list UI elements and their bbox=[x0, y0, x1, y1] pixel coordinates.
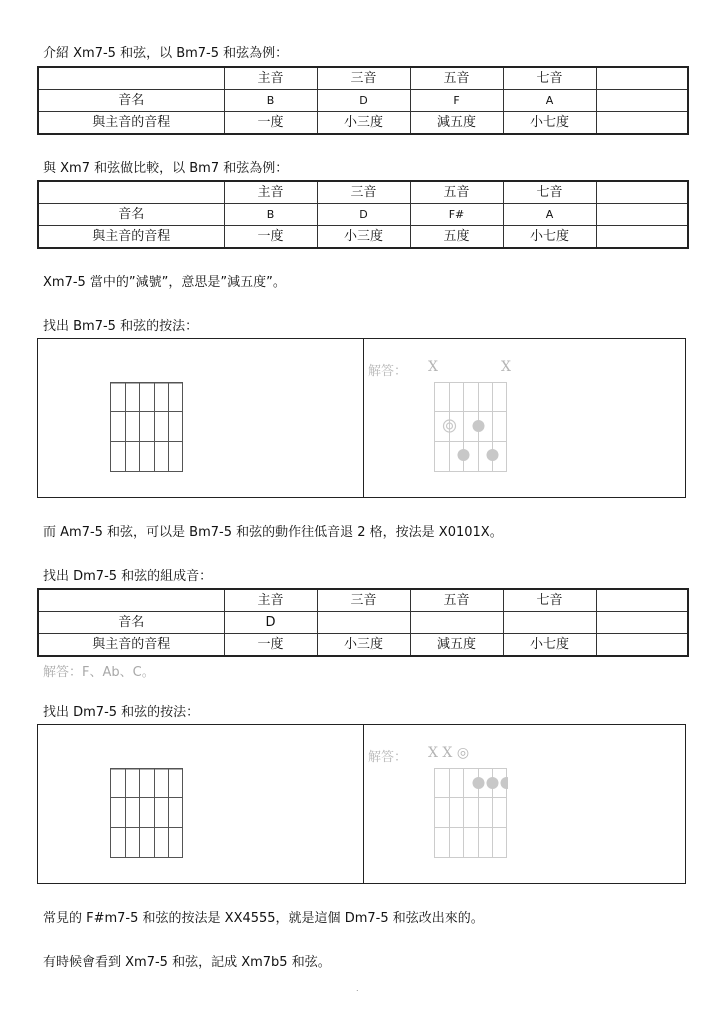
table-cell: B bbox=[224, 90, 317, 112]
table-cell bbox=[596, 634, 688, 657]
answer-label: 解答： bbox=[368, 364, 408, 379]
table-row bbox=[38, 634, 688, 657]
table-cell: 三音 bbox=[317, 67, 410, 90]
table-cell bbox=[596, 226, 688, 249]
table-cell: 一度 bbox=[224, 226, 317, 249]
finger-dot bbox=[473, 777, 485, 789]
blank-chord-grid bbox=[110, 768, 184, 858]
bm7-interval-table bbox=[37, 180, 689, 249]
table-row bbox=[38, 612, 688, 634]
table-cell bbox=[596, 112, 688, 135]
chart-divider bbox=[363, 339, 364, 497]
table-cell: 一度 bbox=[224, 112, 317, 135]
table-header-row bbox=[38, 67, 688, 90]
dm7-5-answer: 解答：F、Ab、C。 bbox=[43, 665, 155, 680]
f-sharp-m7-5-note: 常見的 F#m7-5 和弦的按法是 XX4555，就是這個 Dm7-5 和弦改出來的。 bbox=[43, 911, 484, 926]
section4-heading: 找出 Dm7-5 和弦的組成音： bbox=[43, 569, 213, 584]
table-header-row bbox=[38, 181, 688, 204]
bm7-5-interval-table bbox=[37, 66, 689, 135]
table-cell: 與主音的音程 bbox=[38, 226, 224, 249]
dm7-5-chord-box bbox=[37, 724, 686, 884]
table-cell: 音名 bbox=[38, 204, 224, 226]
muted-string-mark: X bbox=[501, 359, 511, 375]
table-cell bbox=[596, 181, 688, 204]
table-cell: 主音 bbox=[224, 67, 317, 90]
finger-dot bbox=[458, 449, 470, 461]
table-cell bbox=[596, 204, 688, 226]
table-cell: 減五度 bbox=[410, 112, 503, 135]
table-cell: 與主音的音程 bbox=[38, 112, 224, 135]
table-row bbox=[38, 112, 688, 135]
table-cell: F# bbox=[410, 204, 503, 226]
table-cell: 五音 bbox=[410, 181, 503, 204]
finger-dot bbox=[487, 777, 499, 789]
table-cell bbox=[38, 181, 224, 204]
table-cell: B bbox=[224, 204, 317, 226]
table-cell: 小七度 bbox=[503, 112, 596, 135]
table-cell: 主音 bbox=[224, 181, 317, 204]
table-cell: D bbox=[224, 612, 317, 634]
dm7-5-answer-grid bbox=[434, 768, 508, 858]
finger-dot bbox=[473, 420, 485, 432]
string-marks: X X ◎ bbox=[428, 745, 470, 761]
blank-chord-grid bbox=[110, 382, 184, 472]
finger-dot bbox=[487, 449, 499, 461]
table-cell: F bbox=[410, 90, 503, 112]
table-cell: 減五度 bbox=[410, 634, 503, 657]
answer-label: 解答： bbox=[368, 750, 408, 765]
table-cell bbox=[596, 612, 688, 634]
table-cell: 與主音的音程 bbox=[38, 634, 224, 657]
table-cell: 主音 bbox=[224, 589, 317, 612]
table-cell: A bbox=[503, 204, 596, 226]
table-cell bbox=[596, 67, 688, 90]
table-cell bbox=[38, 67, 224, 90]
chart-divider bbox=[363, 725, 364, 883]
section2-heading: 與 Xm7 和弦做比較，以 Bm7 和弦為例： bbox=[43, 161, 289, 176]
section1-heading: 介紹 Xm7-5 和弦，以 Bm7-5 和弦為例： bbox=[43, 46, 289, 61]
section5-heading: 找出 Dm7-5 和弦的按法： bbox=[43, 705, 200, 720]
table-cell bbox=[503, 612, 596, 634]
dm7-5-interval-table bbox=[37, 588, 689, 657]
table-cell bbox=[38, 589, 224, 612]
table-header-row bbox=[38, 589, 688, 612]
table-cell: 七音 bbox=[503, 589, 596, 612]
table-cell bbox=[317, 612, 410, 634]
table-cell: 小七度 bbox=[503, 226, 596, 249]
table-cell: 七音 bbox=[503, 181, 596, 204]
table-cell: 五音 bbox=[410, 589, 503, 612]
table-cell bbox=[596, 90, 688, 112]
table-cell bbox=[596, 589, 688, 612]
table-cell: 一度 bbox=[224, 634, 317, 657]
table-cell: 小三度 bbox=[317, 634, 410, 657]
table-cell: 音名 bbox=[38, 612, 224, 634]
bm7-5-answer-grid bbox=[434, 382, 508, 472]
table-row bbox=[38, 204, 688, 226]
table-cell: 小七度 bbox=[503, 634, 596, 657]
footer-mark: . bbox=[356, 984, 359, 993]
table-row bbox=[38, 226, 688, 249]
section3-heading: 找出 Bm7-5 和弦的按法： bbox=[43, 319, 199, 334]
table-cell: 小三度 bbox=[317, 112, 410, 135]
table-cell: 五音 bbox=[410, 67, 503, 90]
table-cell bbox=[410, 612, 503, 634]
table-cell: 五度 bbox=[410, 226, 503, 249]
finger-dot bbox=[501, 777, 509, 789]
table-cell: 音名 bbox=[38, 90, 224, 112]
table-cell: 三音 bbox=[317, 589, 410, 612]
am7-5-note: 而 Am7-5 和弦，可以是 Bm7-5 和弦的動作往低音退 2 格，按法是 X0101X。 bbox=[43, 525, 503, 540]
m7b5-notation-note: 有時候會看到 Xm7-5 和弦，記成 Xm7b5 和弦。 bbox=[43, 955, 331, 970]
table-cell: D bbox=[317, 90, 410, 112]
table-cell: A bbox=[503, 90, 596, 112]
bm7-5-chord-box bbox=[37, 338, 686, 498]
muted-string-mark: X bbox=[428, 359, 438, 375]
table-cell: D bbox=[317, 204, 410, 226]
minus-sign-note: Xm7-5 當中的”減號”，意思是”減五度”。 bbox=[43, 275, 286, 290]
table-cell: 三音 bbox=[317, 181, 410, 204]
table-cell: 七音 bbox=[503, 67, 596, 90]
table-cell: 小三度 bbox=[317, 226, 410, 249]
table-row bbox=[38, 90, 688, 112]
